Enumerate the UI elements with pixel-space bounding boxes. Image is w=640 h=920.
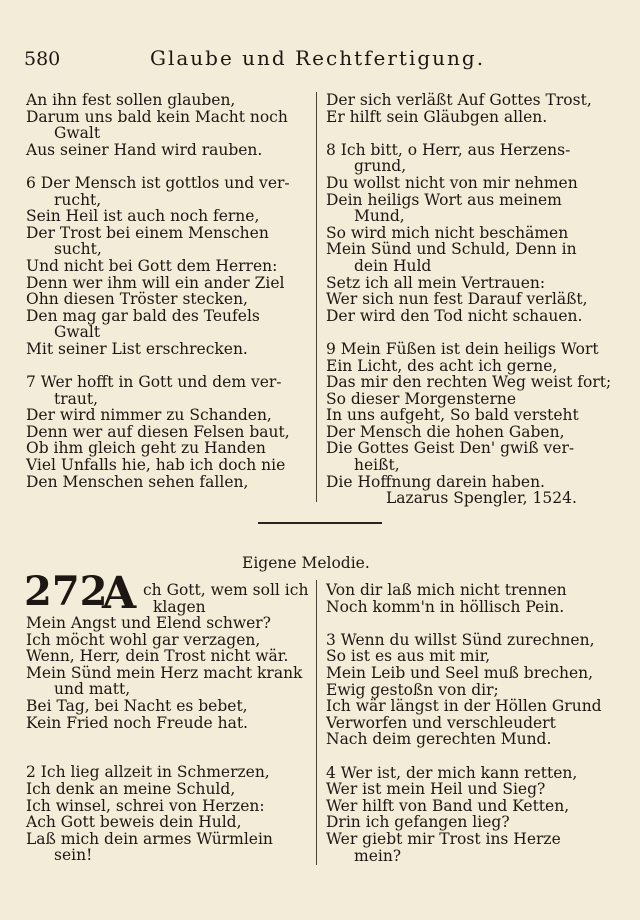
verse-line: rucht,	[54, 190, 102, 209]
verse-line: Und nicht bei Gott dem Herren:	[26, 256, 278, 275]
hymn-second-line: klagen	[153, 597, 206, 616]
verse-line: Ein Licht, des acht ich gerne,	[326, 356, 558, 375]
verse-line: Das mir den rechten Weg weist fort;	[326, 373, 612, 392]
stanza-gap	[326, 125, 616, 142]
verse-line: Den mag gar bald des Teufels	[26, 306, 260, 325]
column-divider-lower	[316, 580, 317, 865]
upper-left-column	[26, 92, 311, 490]
verse-line: Noch komm'n in höllisch Pein.	[326, 597, 565, 616]
verse-line: Mein Sünd und Schuld, Denn in	[326, 240, 577, 259]
page-title: Glaube und Rechtfertigung.	[150, 46, 486, 70]
verse-line: Sein Heil ist auch noch ferne,	[26, 207, 260, 226]
verse-line: Ewig gestoßn von dir;	[326, 680, 499, 699]
verse-line: Kein Fried noch Freude hat.	[26, 713, 248, 732]
verse-line: Ich denk an meine Schuld,	[26, 779, 236, 798]
verse-line: und matt,	[54, 680, 131, 699]
stanza-gap	[26, 748, 311, 765]
verse-line: Wer hilft von Band und Ketten,	[326, 796, 570, 815]
verse-line: 6 Der Mensch ist gottlos und ver-	[26, 173, 290, 192]
verse-line: Der Mensch die hohen Gaben,	[326, 422, 565, 441]
verse-line: grund,	[354, 157, 407, 176]
verse-line: Wer giebt mir Trost ins Herze	[326, 829, 561, 848]
verse-line: An ihn fest sollen glauben,	[26, 91, 236, 109]
verse-line: sein!	[54, 846, 93, 865]
verse-line: Er hilft sein Gläubgen allen.	[326, 107, 548, 126]
hymn-first-line: ch Gott, wem soll ich	[143, 581, 309, 599]
verse-line: Laß mich dein armes Würmlein	[26, 829, 273, 848]
verse-line: 8 Ich bitt, o Herr, aus Herzens-	[326, 140, 571, 159]
verse-line: Ich winsel, schrei von Herzen:	[26, 796, 265, 815]
verse-line: Gwalt	[54, 323, 101, 342]
verse-line: Ich wär längst in der Höllen Grund	[326, 697, 602, 716]
verse-line: So ist es aus mit mir,	[326, 647, 491, 666]
verse-line: Nach deim gerechten Mund.	[326, 730, 552, 749]
hymn-opening	[143, 582, 308, 615]
verse-line: 4 Wer ist, der mich kann retten,	[326, 763, 578, 782]
verse-line: Verworfen und verschleudert	[326, 713, 556, 732]
page-number: 580	[24, 48, 61, 70]
verse-line: Setz ich all mein Vertrauen:	[326, 273, 546, 292]
verse-line: Du wollst nicht von mir nehmen	[326, 173, 578, 192]
verse-line: Wenn, Herr, dein Trost nicht wär.	[26, 647, 289, 666]
verse-line: Gwalt	[54, 124, 101, 143]
verse-line: Der wird den Tod nicht schauen.	[326, 306, 583, 325]
verse-line: Den Menschen sehen fallen,	[26, 472, 249, 491]
verse-line: Darum uns bald kein Macht noch	[26, 107, 288, 126]
verse-line: 2 Ich lieg allzeit in Schmerzen,	[26, 763, 270, 782]
verse-line: 3 Wenn du willst Sünd zurechnen,	[326, 630, 595, 649]
verse-line: Bei Tag, bei Nacht es bebet,	[26, 696, 248, 715]
verse-line: Mein Sünd mein Herz macht krank	[26, 663, 303, 682]
melody-heading: Eigene Melodie.	[242, 554, 370, 572]
stanza-gap	[26, 158, 311, 175]
verse-line: Die Gottes Geist Den' gwiß ver-	[326, 439, 575, 458]
verse-line: heißt,	[354, 456, 400, 475]
verse-line: In uns aufgeht, So bald versteht	[326, 406, 579, 425]
verse-line: sucht,	[54, 240, 102, 259]
upper-right-column	[326, 92, 616, 490]
author-attribution: Lazarus Spengler, 1524.	[386, 489, 577, 507]
verse-line: Ohn diesen Tröster stecken,	[26, 290, 248, 309]
stanza-gap	[326, 748, 616, 765]
verse-line: Die Hoffnung darein haben.	[326, 472, 545, 491]
stanza-gap	[326, 324, 616, 341]
verse-line: traut,	[54, 389, 99, 408]
section-divider	[258, 522, 382, 524]
verse-line: Wer sich nun fest Darauf verläßt,	[326, 290, 588, 309]
verse-line: Aus seiner Hand wird rauben.	[26, 140, 263, 159]
lower-right-column	[326, 582, 616, 864]
lower-left-column	[26, 615, 311, 864]
verse-line: Viel Unfalls hie, hab ich doch nie	[26, 456, 286, 475]
verse-line: Von dir laß mich nicht trennen	[326, 581, 567, 599]
verse-line: Wer ist mein Heil und Sieg?	[326, 780, 546, 799]
verse-line: Mit seiner List erschrecken.	[26, 339, 248, 358]
verse-line: Der Trost bei einem Menschen	[26, 223, 269, 242]
verse-line: Drin ich gefangen lieg?	[326, 813, 510, 832]
verse-line: Der sich verläßt Auf Gottes Trost,	[326, 91, 592, 109]
verse-line: Ob ihm gleich geht zu Handen	[26, 439, 266, 458]
drop-cap: A	[102, 568, 137, 619]
column-divider-upper	[316, 92, 317, 502]
verse-line: Ich möcht wohl gar verzagen,	[26, 630, 261, 649]
stanza-gap	[26, 358, 311, 375]
verse-line: Mein Leib und Seel muß brechen,	[326, 663, 594, 682]
hymn-number: 272	[24, 568, 108, 615]
stanza-gap	[26, 731, 311, 748]
verse-line: Mund,	[354, 207, 405, 226]
verse-line: 9 Mein Füßen ist dein heiligs Wort	[326, 339, 599, 358]
verse-line: Der wird nimmer zu Schanden,	[26, 406, 272, 425]
verse-line: dein Huld	[354, 256, 432, 275]
verse-line: Denn wer auf diesen Felsen baut,	[26, 422, 290, 441]
verse-line: Ach Gott beweis dein Huld,	[26, 813, 242, 832]
stanza-gap	[326, 615, 616, 632]
verse-line: Mein Angst und Elend schwer?	[26, 614, 271, 632]
verse-line: So wird mich nicht beschämen	[326, 223, 569, 242]
verse-line: 7 Wer hofft in Gott und dem ver-	[26, 373, 282, 392]
verse-line: Denn wer ihm will ein ander Ziel	[26, 273, 285, 292]
verse-line: Dein heiligs Wort aus meinem	[326, 190, 562, 209]
verse-line: So dieser Morgensterne	[326, 389, 517, 408]
verse-line: mein?	[354, 846, 402, 865]
